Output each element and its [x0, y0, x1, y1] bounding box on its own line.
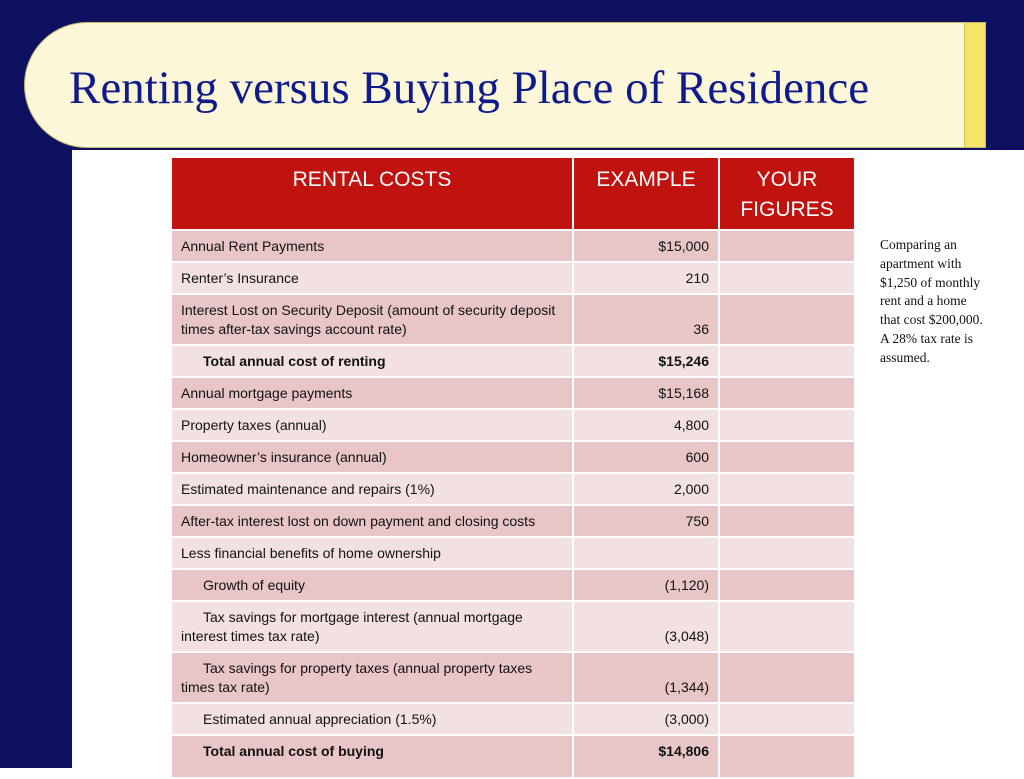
table-header-row: [171, 157, 855, 230]
row-your-figure-cell[interactable]: [719, 703, 855, 735]
header-rental-costs: RENTAL COSTS: [171, 157, 573, 230]
row-label: Estimated maintenance and repairs (1%): [171, 473, 573, 505]
row-label: Homeowner’s insurance (annual): [171, 441, 573, 473]
row-your-figure-cell[interactable]: [719, 345, 855, 377]
row-your-figure-cell[interactable]: [719, 569, 855, 601]
row-label: After-tax interest lost on down payment and closing costs: [171, 505, 573, 537]
table-row: [171, 294, 855, 345]
row-example-value: 2,000: [573, 473, 719, 505]
table-row: [171, 652, 855, 703]
row-example-value: (3,048): [573, 601, 719, 652]
table-row-total-renting: [171, 345, 855, 377]
row-your-figure-cell[interactable]: [719, 735, 855, 778]
row-your-figure-cell[interactable]: [719, 505, 855, 537]
row-label: Total annual cost of buying: [171, 735, 573, 778]
row-label: Property taxes (annual): [171, 409, 573, 441]
row-label: Total annual cost of renting: [171, 345, 573, 377]
row-example-value: (3,000): [573, 703, 719, 735]
row-example-value: (1,344): [573, 652, 719, 703]
row-label: Interest Lost on Security Deposit (amount of security deposit times after-tax savings account rate): [171, 294, 573, 345]
row-your-figure-cell[interactable]: [719, 409, 855, 441]
slide-title: Renting versus Buying Place of Residence: [69, 62, 870, 114]
row-your-figure-cell[interactable]: [719, 230, 855, 262]
row-your-figure-cell[interactable]: [719, 441, 855, 473]
row-example-value: $15,168: [573, 377, 719, 409]
row-label: Tax savings for mortgage interest (annual mortgage interest times tax rate): [171, 601, 573, 652]
row-label: Tax savings for property taxes (annual property taxes times tax rate): [171, 652, 573, 703]
row-example-value: $14,806: [573, 735, 719, 778]
table-row: [171, 537, 855, 569]
row-example-value: 36: [573, 294, 719, 345]
row-example-value: $15,246: [573, 345, 719, 377]
row-example-value: (1,120): [573, 569, 719, 601]
row-label: Annual Rent Payments: [171, 230, 573, 262]
side-note: Comparing an apartment with $1,250 of monthly rent and a home that cost $200,000. A 28% tax rate is assumed.: [880, 237, 983, 365]
row-your-figure-cell[interactable]: [719, 652, 855, 703]
row-label: Annual mortgage payments: [171, 377, 573, 409]
row-example-value: 600: [573, 441, 719, 473]
table-row: [171, 569, 855, 601]
table-row: [171, 262, 855, 294]
table-row: [171, 409, 855, 441]
row-example-value: $15,000: [573, 230, 719, 262]
row-label: Estimated annual appreciation (1.5%): [171, 703, 573, 735]
row-your-figure-cell[interactable]: [719, 473, 855, 505]
row-label: Less financial benefits of home ownership: [171, 537, 573, 569]
rent-vs-buy-table: [170, 156, 856, 779]
table-row: [171, 230, 855, 262]
title-accent-strip: [964, 23, 985, 147]
table-row: [171, 703, 855, 735]
table-row-total-buying: [171, 735, 855, 778]
row-your-figure-cell[interactable]: [719, 294, 855, 345]
row-example-value: 210: [573, 262, 719, 294]
row-your-figure-cell[interactable]: [719, 601, 855, 652]
table-row: [171, 505, 855, 537]
cost-table-container: [170, 156, 856, 779]
row-example-value: [573, 537, 719, 569]
row-example-value: 750: [573, 505, 719, 537]
title-banner: [24, 22, 986, 148]
row-your-figure-cell[interactable]: [719, 262, 855, 294]
table-row: [171, 473, 855, 505]
table-row: [171, 441, 855, 473]
header-your-figures: YOUR FIGURES: [719, 157, 855, 230]
row-example-value: 4,800: [573, 409, 719, 441]
row-label: Growth of equity: [171, 569, 573, 601]
header-example: EXAMPLE: [573, 157, 719, 230]
table-row: [171, 601, 855, 652]
right-background-band: [1006, 0, 1024, 150]
row-your-figure-cell[interactable]: [719, 377, 855, 409]
row-your-figure-cell[interactable]: [719, 537, 855, 569]
row-label: Renter’s Insurance: [171, 262, 573, 294]
table-row: [171, 377, 855, 409]
